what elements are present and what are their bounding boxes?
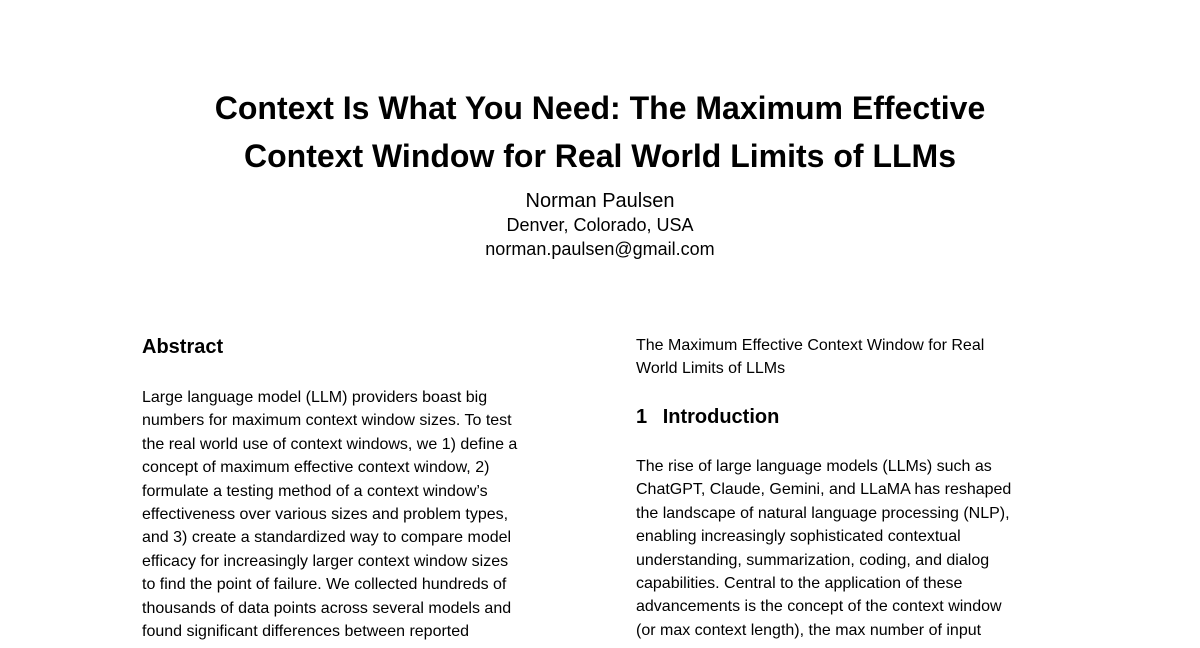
abstract-line: effectiveness over various sizes and problem types, xyxy=(142,506,509,524)
abstract-line: found significant differences between reported xyxy=(142,623,470,641)
intro-line: enabling increasingly sophisticated contextual xyxy=(636,528,961,546)
abstract-line: the real world use of context windows, we 1) define a xyxy=(142,435,518,453)
intro-line: the landscape of natural language processing (NLP), xyxy=(636,504,1010,522)
abstract-heading: Abstract xyxy=(142,336,224,358)
author-email: norman.paulsen@gmail.com xyxy=(485,239,715,259)
abstract-line: Large language model (LLM) providers boast big xyxy=(142,389,488,406)
abstract-line: efficacy for increasingly larger context window sizes xyxy=(142,552,509,570)
intro-line: The rise of large language models (LLMs) such as xyxy=(636,458,992,475)
abstract-line: and 3) create a standardized way to compare model xyxy=(142,529,512,547)
abstract-line: concept of maximum effective context window, 2) xyxy=(142,459,490,477)
title-line-1: Context Is What You Need: The Maximum Effective xyxy=(214,90,986,126)
section-heading-introduction xyxy=(636,405,779,429)
running-title-line: The Maximum Effective Context Window for Real xyxy=(636,337,985,354)
running-title xyxy=(636,334,1066,381)
running-title-line: World Limits of LLMs xyxy=(636,360,786,378)
intro-line: capabilities. Central to the application of these xyxy=(636,575,963,593)
intro-line: (or max context length), the max number of input xyxy=(636,621,982,639)
section-number: 1 xyxy=(636,406,648,428)
author-location: Denver, Colorado, USA xyxy=(506,215,694,235)
intro-line: advancements is the concept of the context window xyxy=(636,598,1002,616)
abstract-line: thousands of data points across several models and xyxy=(142,599,512,617)
paper-title xyxy=(100,84,1100,180)
title-line-2: Context Window for Real World Limits of LLMs xyxy=(244,138,956,174)
author-name: Norman Paulsen xyxy=(525,190,675,212)
introduction-body xyxy=(636,455,1066,642)
intro-line: ChatGPT, Claude, Gemini, and LLaMA has reshaped xyxy=(636,481,1012,499)
abstract-body xyxy=(142,386,572,643)
intro-line: understanding, summarization, coding, and dialog xyxy=(636,551,990,569)
abstract-line: numbers for maximum context window sizes. To test xyxy=(142,412,512,430)
section-title: Introduction xyxy=(662,406,780,428)
abstract-line: to find the point of failure. We collected hundreds of xyxy=(142,576,507,594)
abstract-line: formulate a testing method of a context window’s xyxy=(142,482,488,500)
